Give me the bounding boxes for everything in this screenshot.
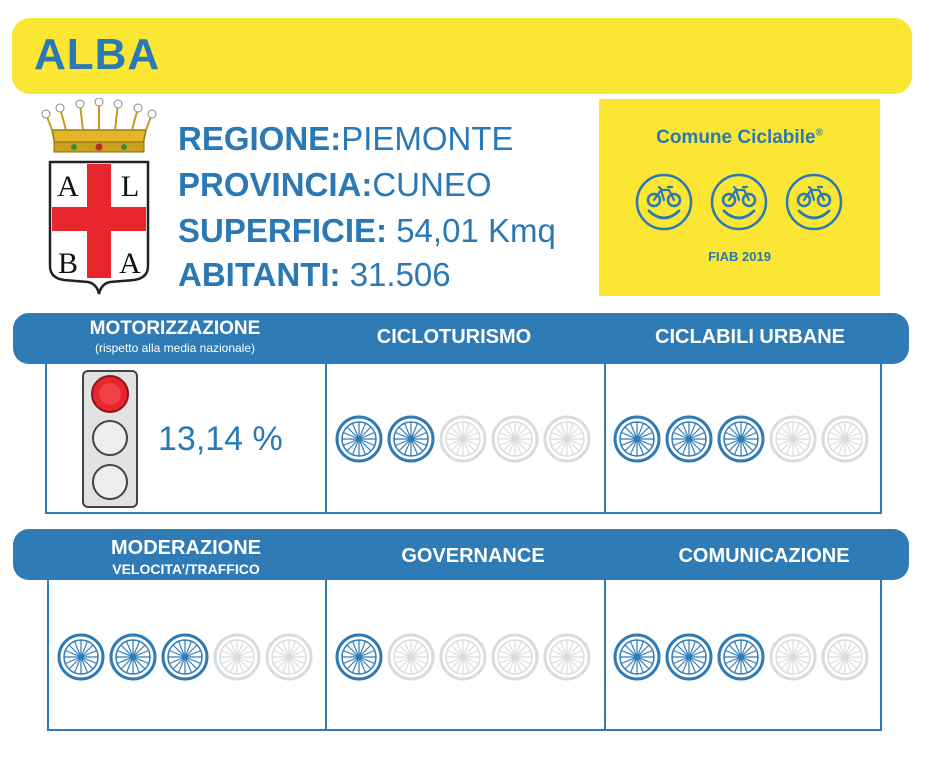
moderazione-sub: VELOCITA’/TRAFFICO [112, 561, 260, 577]
moderazione-rating [56, 632, 316, 684]
province-label: PROVINCIA: [178, 166, 373, 203]
green-light [93, 465, 127, 499]
motorizzazione-sub: (rispetto alla media nazionale) [94, 341, 256, 355]
cicloturismo-rating [334, 414, 594, 466]
region-value: PIEMONTE [341, 120, 514, 157]
province-value: CUNEO [372, 166, 492, 203]
wheel-icon-filled [664, 632, 714, 682]
province-line [178, 166, 492, 204]
wheel-icon-filled [160, 632, 210, 682]
wheel-icon-empty [542, 414, 592, 464]
coat-letter: A [119, 247, 141, 280]
cicloturismo-label: CICLOTURISMO [376, 326, 532, 348]
wheel-icon-filled [56, 632, 106, 682]
wheel-icon-empty [768, 632, 818, 682]
wheel-icon-filled [612, 632, 662, 682]
trademark-symbol: ® [815, 127, 823, 139]
wheel-icon-filled [334, 414, 384, 464]
coat-letter: A [57, 170, 79, 203]
traffic-light-icon [82, 370, 138, 510]
surface-label: SUPERFICIE: [178, 212, 388, 249]
page-title: ALBA [34, 30, 161, 79]
badge-footer: FIAB 2019 [708, 249, 771, 264]
coat-of-arms-icon [38, 98, 160, 298]
wheel-icon-empty [264, 632, 314, 682]
governance-label: GOVERNANCE [401, 545, 545, 567]
surface-value: 54,01 Kmq [396, 212, 556, 249]
bike-smiley-icon [710, 173, 768, 231]
surface-line [178, 212, 556, 250]
region-line [178, 120, 514, 158]
wheel-icon-empty [212, 632, 262, 682]
comunicazione-rating [612, 632, 872, 684]
moderazione-label: MODERAZIONE [111, 537, 261, 559]
wheel-icon-filled [716, 414, 766, 464]
wheel-icon-empty [438, 414, 488, 464]
population-line [178, 256, 451, 294]
wheel-icon-empty [768, 414, 818, 464]
coat-letter: B [57, 247, 79, 280]
coat-letter: L [120, 170, 140, 203]
wheel-icon-filled [334, 632, 384, 682]
ciclabili-label: CICLABILI URBANE [655, 326, 845, 348]
wheel-icon-filled [716, 632, 766, 682]
wheel-icon-filled [664, 414, 714, 464]
wheel-icon-filled [386, 414, 436, 464]
crown-icon [42, 98, 156, 152]
wheel-icon-empty [490, 414, 540, 464]
region-label: REGIONE: [178, 120, 342, 157]
wheel-icon-filled [612, 414, 662, 464]
bike-smiley-icon [785, 173, 843, 231]
badge-title: Comune Ciclabile® [656, 127, 823, 148]
population-value: 31.506 [349, 256, 451, 293]
wheel-icon-empty [542, 632, 592, 682]
population-label: ABITANTI: [178, 256, 341, 293]
wheel-icon-empty [490, 632, 540, 682]
bike-smiley-icon [635, 173, 693, 231]
motorizzazione-value: 13,14 % [158, 420, 283, 458]
wheel-icon-empty [820, 632, 870, 682]
wheel-icon-filled [108, 632, 158, 682]
yellow-light [93, 421, 127, 455]
wheel-icon-empty [438, 632, 488, 682]
wheel-icon-empty [386, 632, 436, 682]
comunicazione-label: COMUNICAZIONE [678, 545, 850, 567]
governance-rating [334, 632, 594, 684]
comune-ciclabile-badge [599, 99, 880, 296]
wheel-icon-empty [820, 414, 870, 464]
motorizzazione-label: MOTORIZZAZIONE [89, 318, 261, 339]
ciclabili-rating [612, 414, 872, 466]
